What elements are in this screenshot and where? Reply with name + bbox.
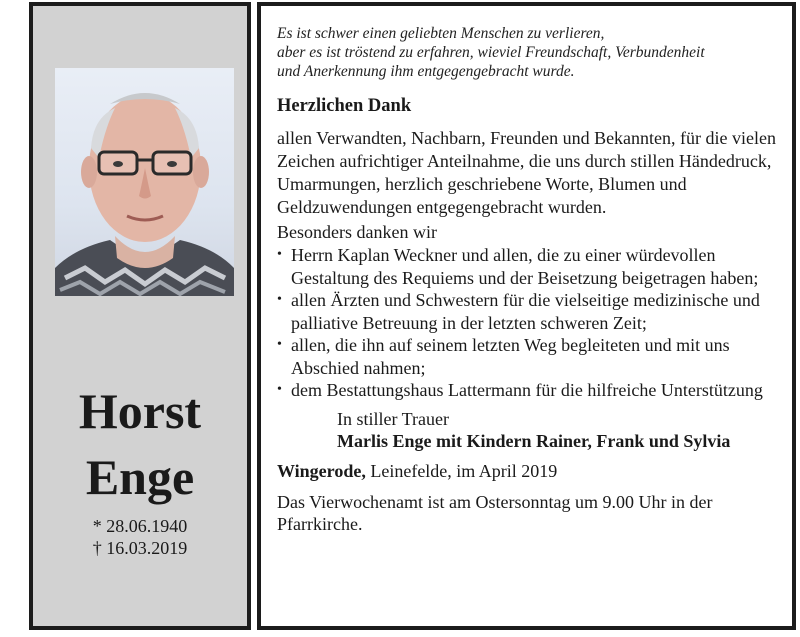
signoff-line: In stiller Trauer [337, 408, 449, 429]
list-item [277, 334, 787, 379]
special-thanks-intro: Besonders danken wir [277, 222, 437, 242]
quote-line: Es ist schwer einen geliebten Menschen zu verlieren, [277, 25, 605, 42]
list-item-text: dem Bestattungshaus Lattermann für die hilfreiche Unterstützung [291, 380, 763, 400]
birth-date: * 28.06.1940 [92, 516, 188, 536]
text-panel [257, 2, 796, 630]
place-rest: Leinefelde, im April 2019 [365, 460, 558, 481]
list-item-text: Herrn Kaplan Weckner und allen, die zu einer würdevollen Gestaltung des Requiems und der Beisetzung beigetragen haben; [291, 245, 759, 288]
quote-line: aber es ist tröstend zu erfahren, wieviel Freundschaft, Verbundenheit [277, 44, 705, 61]
thanks-paragraph: allen Verwandten, Nachbarn, Freunden und Bekannten, für die vielen Zeichen aufrichtiger Anteilnahme, die uns durch stillen Händedruck, Umarmungen, herzlich geschriebene Worte, Blumen und Geldzuwendungen entgegengebracht wurden. [277, 128, 776, 217]
list-item [277, 289, 787, 334]
list-item-text: allen, die ihn auf seinem letzten Weg begleiteten und mit uns Abschied nahmen; [291, 335, 730, 378]
death-date: † 16.03.2019 [92, 538, 188, 558]
list-item [277, 244, 787, 289]
family-names: Marlis Enge mit Kindern Rainer, Frank und Sylvia [337, 430, 731, 451]
list-item-text: allen Ärzten und Schwestern für die vielseitige medizinische und palliative Betreuung in der letzten schweren Zeit; [291, 290, 760, 333]
signoff [337, 408, 787, 452]
service-note: Das Vierwochenamt ist am Ostersonntag um 9.00 Uhr in der Pfarrkirche. [277, 491, 713, 534]
list-item [277, 379, 787, 402]
bullet-icon: • [277, 247, 282, 262]
bullet-icon: • [277, 292, 282, 307]
deceased-first-name: Horst [78, 383, 202, 439]
place-town: Wingerode, [277, 460, 366, 481]
deceased-last-name: Enge [85, 449, 195, 505]
bullet-icon: • [277, 382, 282, 397]
quote [277, 24, 787, 81]
quote-line: und Anerkennung ihm entgegengebracht wurde. [277, 63, 575, 80]
portrait-illustration [55, 68, 234, 296]
portrait-photo [55, 68, 234, 296]
text-content [277, 24, 787, 535]
place-date [277, 460, 787, 482]
thanks-heading: Herzlichen Dank [277, 96, 412, 116]
bullet-icon: • [277, 337, 282, 352]
special-thanks-list [277, 244, 787, 402]
portrait-panel [29, 2, 251, 630]
